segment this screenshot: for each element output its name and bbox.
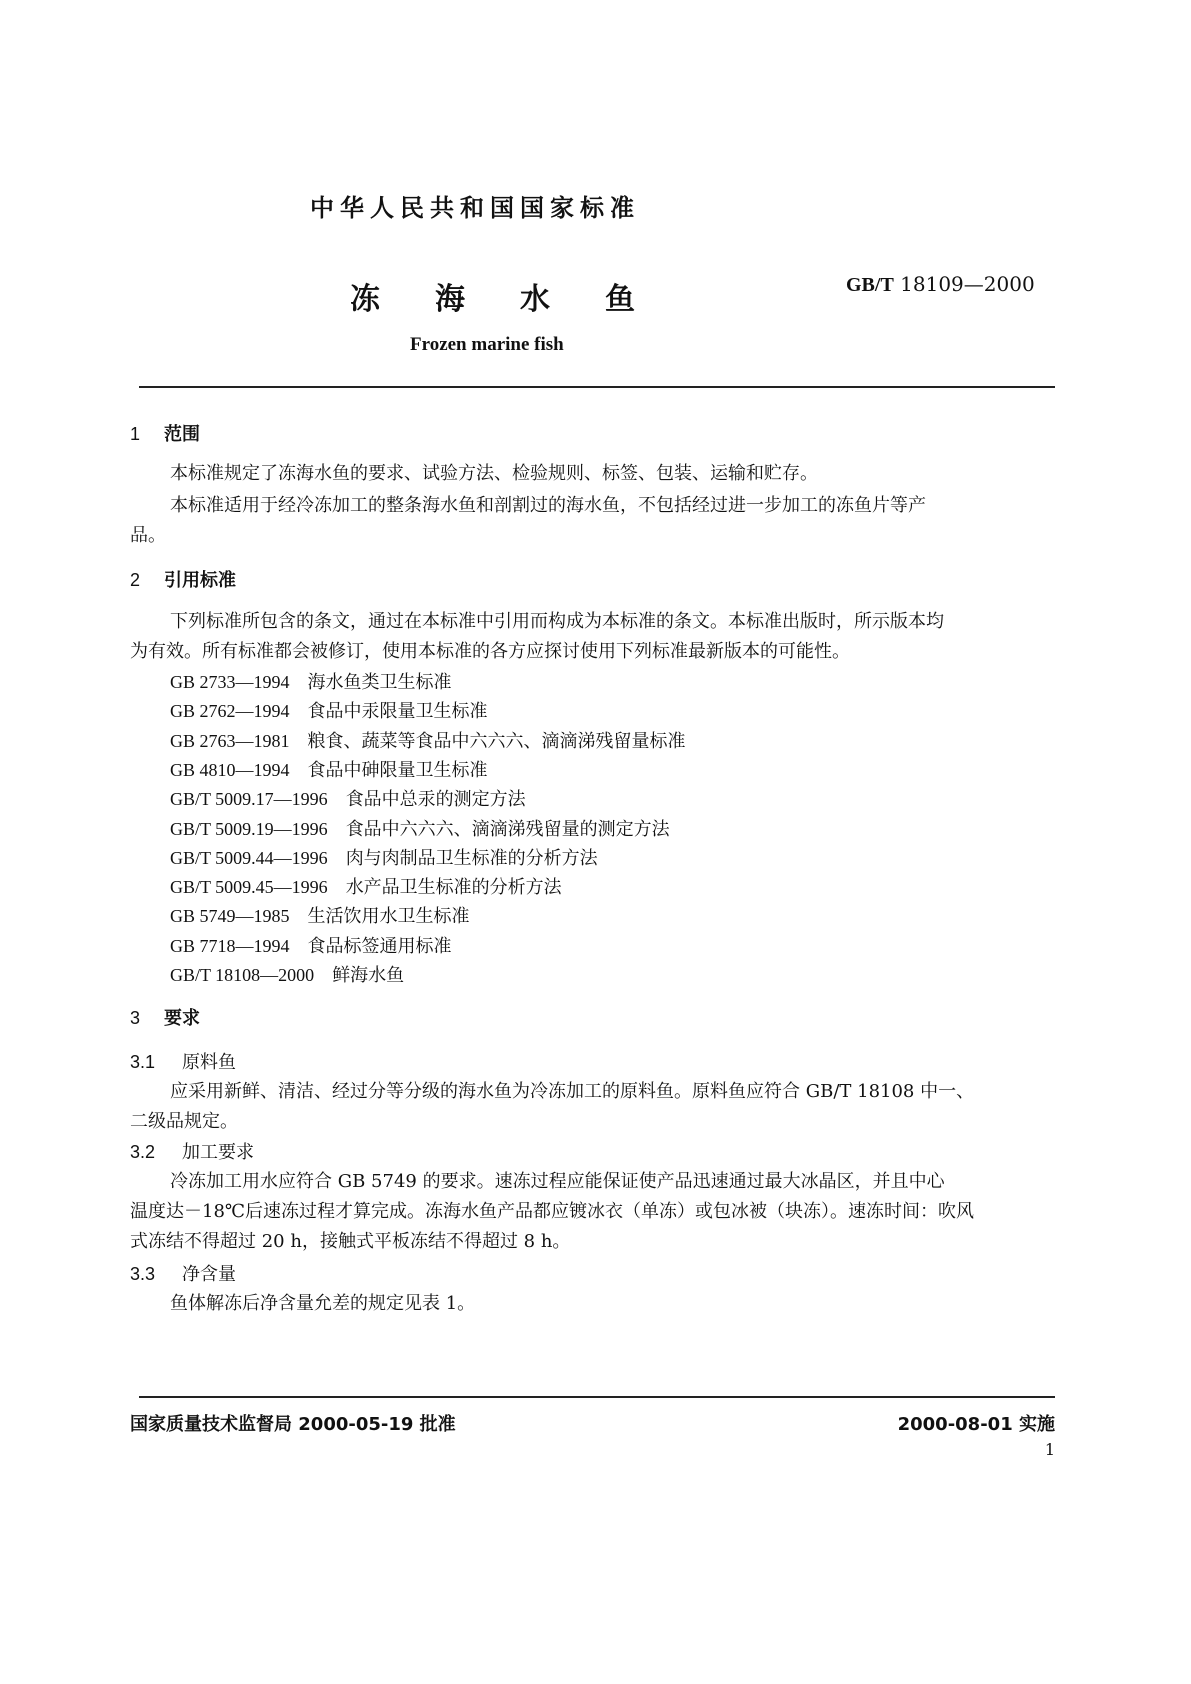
reference-title: 粮食、蔬菜等食品中六六六、滴滴涕残留量标准 — [307, 731, 686, 752]
reference-code: GB 4810—1994 — [170, 760, 290, 780]
section-number: 2 — [130, 570, 141, 590]
reference-code: GB 2762—1994 — [170, 701, 290, 721]
section-3-heading — [130, 1004, 200, 1030]
subsection-3-3-text: 鱼体解冻后净含量允差的规定见表 1。 — [170, 1293, 476, 1314]
subsection-3-1-heading — [130, 1048, 236, 1074]
reference-code: GB 2763—1981 — [170, 731, 290, 751]
subsection-number: 3.3 — [130, 1264, 156, 1284]
reference-code: GB 7718—1994 — [170, 936, 290, 956]
reference-item — [170, 961, 404, 987]
reference-item — [170, 756, 488, 782]
reference-title: 食品中汞限量卫生标准 — [307, 701, 488, 722]
document-title: 冻海水鱼 — [350, 282, 690, 317]
reference-item — [170, 668, 452, 694]
reference-title: 食品中总汞的测定方法 — [345, 789, 526, 810]
subsection-title: 加工要求 — [182, 1142, 254, 1163]
reference-code: GB 5749—1985 — [170, 906, 290, 926]
reference-code: GB/T 5009.45—1996 — [170, 877, 328, 897]
reference-title: 食品中砷限量卫生标准 — [307, 760, 488, 781]
subsection-3-1-text: 二级品规定。 — [130, 1111, 238, 1132]
reference-item — [170, 697, 488, 723]
approval-date: 国家质量技术监督局 2000-05-19 批准 — [130, 1414, 456, 1435]
subsection-3-2-heading — [130, 1138, 254, 1164]
subsection-3-2-text: 式冻结不得超过 20 h，接触式平板冻结不得超过 8 h。 — [130, 1231, 571, 1252]
reference-title: 肉与肉制品卫生标准的分析方法 — [345, 848, 598, 869]
section-title: 范围 — [164, 424, 200, 445]
reference-code: GB/T 18108—2000 — [170, 965, 315, 985]
reference-title: 海水鱼类卫生标准 — [307, 672, 452, 693]
section-title: 要求 — [164, 1008, 200, 1029]
page-number: 1 — [1044, 1440, 1055, 1459]
org-title: 中华人民共和国国家标准 — [310, 194, 640, 222]
subsection-title: 净含量 — [182, 1264, 236, 1285]
english-title: Frozen marine fish — [410, 334, 564, 355]
header-divider — [139, 386, 1055, 388]
reference-code: GB/T 5009.17—1996 — [170, 789, 328, 809]
reference-title: 生活饮用水卫生标准 — [307, 906, 470, 927]
section-number: 3 — [130, 1008, 141, 1028]
section-1-paragraph: 本标准规定了冻海水鱼的要求、试验方法、检验规则、标签、包装、运输和贮存。 — [170, 463, 818, 484]
subsection-number: 3.2 — [130, 1142, 156, 1162]
reference-code: GB 2733—1994 — [170, 672, 290, 692]
reference-code: GB/T 5009.19—1996 — [170, 819, 328, 839]
footer-divider — [139, 1396, 1055, 1398]
section-1-paragraph: 品。 — [130, 525, 166, 546]
standard-code-prefix: GB/T — [846, 274, 894, 296]
section-number: 1 — [130, 424, 141, 444]
section-title: 引用标准 — [164, 570, 236, 591]
subsection-3-2-text: 冷冻加工用水应符合 GB 5749 的要求。速冻过程应能保证使产品迅速通过最大冰晶区，并且中心 — [170, 1171, 945, 1192]
standard-code — [846, 272, 1035, 297]
reference-title: 鲜海水鱼 — [332, 965, 405, 986]
reference-item — [170, 785, 526, 811]
reference-title: 食品中六六六、滴滴涕残留量的测定方法 — [345, 819, 670, 840]
reference-item — [170, 932, 452, 958]
effective-date: 2000-08-01 实施 — [897, 1414, 1055, 1435]
reference-item — [170, 873, 562, 899]
standard-code-number: 18109—2000 — [900, 272, 1035, 296]
reference-title: 食品标签通用标准 — [307, 936, 452, 957]
section-2-intro: 为有效。所有标准都会被修订，使用本标准的各方应探讨使用下列标准最新版本的可能性。 — [130, 641, 850, 662]
reference-item — [170, 844, 598, 870]
subsection-3-3-heading — [130, 1260, 236, 1286]
subsection-3-1-text: 应采用新鲜、清洁、经过分等分级的海水鱼为冷冻加工的原料鱼。原料鱼应符合 GB/T 18108 中一、 — [170, 1081, 975, 1102]
subsection-3-2-text: 温度达－18℃后速冻过程才算完成。冻海水鱼产品都应镀冰衣（单冻）或包冰被（块冻）。速冻时间：吹风 — [130, 1201, 975, 1222]
reference-item — [170, 727, 686, 753]
subsection-title: 原料鱼 — [182, 1052, 236, 1073]
reference-title: 水产品卫生标准的分析方法 — [345, 877, 562, 898]
section-2-heading — [130, 566, 236, 592]
section-2-intro: 下列标准所包含的条文，通过在本标准中引用而构成为本标准的条文。本标准出版时，所示版本均 — [170, 611, 944, 632]
section-1-paragraph: 本标准适用于经冷冻加工的整条海水鱼和剖割过的海水鱼，不包括经过进一步加工的冻鱼片等产 — [170, 495, 926, 516]
subsection-number: 3.1 — [130, 1052, 156, 1072]
section-1-heading — [130, 420, 200, 446]
reference-item — [170, 815, 670, 841]
reference-code: GB/T 5009.44—1996 — [170, 848, 328, 868]
reference-item — [170, 902, 470, 928]
